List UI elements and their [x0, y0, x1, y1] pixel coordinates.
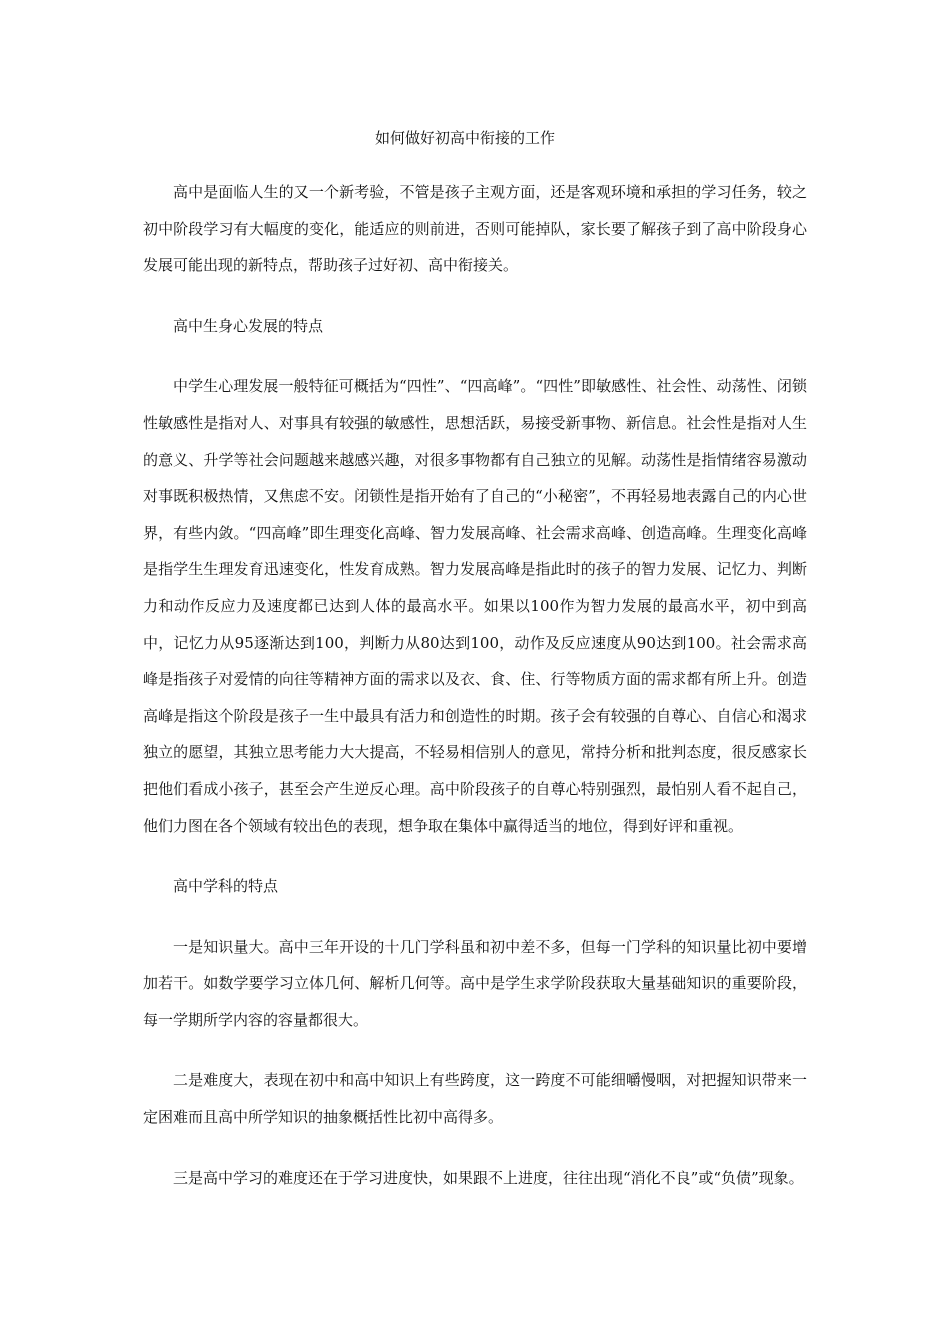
intro-paragraph: 高中是面临人生的又一个新考验，不管是孩子主观方面，还是客观环境和承担的学习任务，较之初中阶段学习有大幅度的变化，能适应的则前进，否则可能掉队，家长要了解孩子到了高中阶段身心发展可能出现的新特点，帮助孩子过好初、高中衔接关。	[143, 183, 807, 275]
document-body	[143, 124, 807, 1196]
spacer	[143, 284, 807, 308]
subject-point-3: 三是高中学习的难度还在于学习进度快，如果跟不上进度，往往出现“消化不良”或“负债”现象。	[173, 1168, 804, 1187]
subject-point-1: 一是知识量大。高中三年开设的十几门学科虽和初中差不多，但每一门学科的知识量比初中要增加若干。如数学要学习立体几何、解析几何等。高中是学生求学阶段获取大量基础知识的重要阶段，每一学期所学内容的容量都很大。	[143, 937, 807, 1029]
spacer	[143, 344, 807, 368]
document-title: 如何做好初高中衔接的工作	[374, 129, 555, 147]
spacer	[143, 905, 807, 929]
spacer	[143, 1136, 807, 1160]
development-paragraph: 中学生心理发展一般特征可概括为“四性”、“四高峰”。“四性”即敏感性、社会性、动荡性、闭锁性敏感性是指对人、对事具有较强的敏感性，思想活跃，易接受新事物、新信息。社会性是指对人生的意义、升学等社会问题越来越感兴趣，对很多事物都有自己独立的见解。动荡性是指情绪容易激动对事既积极热情，又焦虑不安。闭锁性是指开始有了自己的“小秘密”，不再轻易地表露自己的内心世界，有些内敛。“四高峰”即生理变化高峰、智力发展高峰、社会需求高峰、创造高峰。生理变化高峰是指学生生理发育迅速变化，性发育成熟。智力发展高峰是指此时的孩子的智力发展、记忆力、判断力和动作反应力及速度都已达到人体的最高水平。如果以100作为智力发展的最高水平，初中到高中，记忆力从95逐渐达到100，判断力从80达到100，动作及反应速度从90达到100。社会需求高峰是指孩子对爱情的向往等精神方面的需求以及衣、食、住、行等物质方面的需求都有所上升。创造高峰是指这个阶段是孩子一生中最具有活力和创造性的时期。孩子会有较强的自尊心、自信心和渴求独立的愿望，其独立思考能力大大提高，不轻易相信别人的意见，常持分析和批判态度，很反感家长把他们看成小孩子，甚至会产生逆反心理。高中阶段孩子的自尊心特别强烈，最怕别人看不起自己，他们力图在各个领域有较出色的表现，想争取在集体中赢得适当的地位，得到好评和重视。	[143, 377, 807, 835]
spacer	[143, 152, 807, 174]
section-heading-development: 高中生身心发展的特点	[173, 316, 324, 335]
section-heading-subjects: 高中学科的特点	[173, 877, 279, 896]
subject-point-2: 二是难度大，表现在初中和高中知识上有些跨度，这一跨度不可能细嚼慢咽，对把握知识带来一定困难而且高中所学知识的抽象概括性比初中高得多。	[143, 1071, 807, 1127]
spacer	[143, 844, 807, 868]
spacer	[143, 1038, 807, 1062]
